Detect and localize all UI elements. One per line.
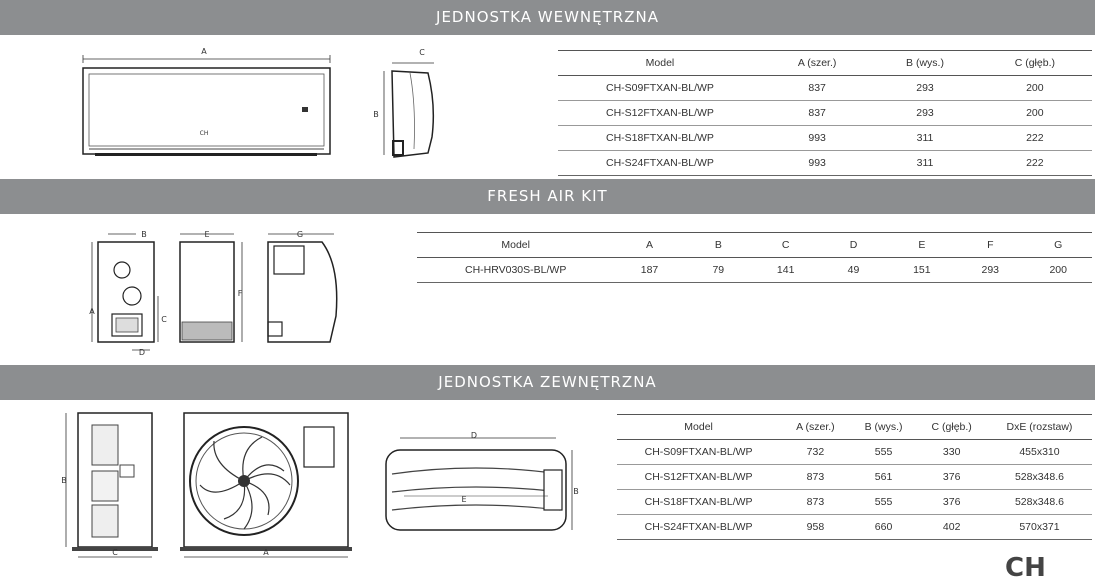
table-cell: 528x348.6 bbox=[987, 465, 1092, 490]
table-cell: 732 bbox=[780, 440, 851, 465]
table-cell: 993 bbox=[762, 126, 872, 151]
fresh-dim-g: G bbox=[296, 230, 304, 239]
fresh-dim-b: B bbox=[141, 230, 147, 239]
outdoor-side-dim-b: B bbox=[61, 476, 67, 485]
table-cell: 187 bbox=[614, 258, 684, 283]
table-cell: 293 bbox=[956, 258, 1024, 283]
table-cell: 79 bbox=[685, 258, 752, 283]
table-row bbox=[417, 258, 1092, 283]
table-row bbox=[558, 151, 1092, 176]
table-cell: 330 bbox=[916, 440, 987, 465]
table-cell: CH-S09FTXAN-BL/WP bbox=[617, 440, 780, 465]
table-row bbox=[617, 440, 1092, 465]
outdoor-dim-a: A bbox=[263, 548, 269, 557]
fresh-air-kit-front-drawing bbox=[88, 226, 168, 356]
indoor-spec-table bbox=[558, 50, 1092, 176]
outdoor-unit-side-drawing bbox=[58, 405, 168, 565]
table-cell: 200 bbox=[1024, 258, 1092, 283]
outdoor-spec-table bbox=[617, 414, 1092, 540]
table-cell: 222 bbox=[978, 151, 1092, 176]
table-cell: 376 bbox=[916, 490, 987, 515]
column-header: B bbox=[685, 233, 752, 258]
table-cell: 993 bbox=[762, 151, 872, 176]
fresh-dim-e: E bbox=[204, 230, 210, 239]
column-header: B (wys.) bbox=[872, 51, 977, 76]
column-header: D bbox=[819, 233, 887, 258]
indoor-unit-side-drawing bbox=[370, 45, 450, 165]
table-cell: 873 bbox=[780, 465, 851, 490]
outdoor-top-dim-b: B bbox=[573, 487, 579, 496]
table-cell: CH-S18FTXAN-BL/WP bbox=[558, 126, 762, 151]
table-cell: 293 bbox=[872, 76, 977, 101]
column-header: Model bbox=[417, 233, 614, 258]
table-cell: CH-S09FTXAN-BL/WP bbox=[558, 76, 762, 101]
table-cell: 200 bbox=[978, 101, 1092, 126]
table-cell: 555 bbox=[851, 490, 917, 515]
fresh-dim-c: C bbox=[161, 315, 167, 324]
column-header: A bbox=[614, 233, 684, 258]
table-cell: 311 bbox=[872, 151, 977, 176]
fresh-air-kit-side-drawing bbox=[170, 226, 250, 356]
table-cell: CH-S18FTXAN-BL/WP bbox=[617, 490, 780, 515]
brand-logo: CH bbox=[1005, 553, 1046, 583]
table-cell: 837 bbox=[762, 101, 872, 126]
table-cell: 455x310 bbox=[987, 440, 1092, 465]
table-cell: 293 bbox=[872, 101, 977, 126]
column-header: C (głęb.) bbox=[916, 415, 987, 440]
table-cell: 402 bbox=[916, 515, 987, 540]
fresh-dim-a: A bbox=[89, 307, 95, 316]
column-header: F bbox=[956, 233, 1024, 258]
column-header: Model bbox=[617, 415, 780, 440]
table-row bbox=[617, 490, 1092, 515]
table-cell: CH-S12FTXAN-BL/WP bbox=[617, 465, 780, 490]
column-header: A (szer.) bbox=[780, 415, 851, 440]
column-header: C (głęb.) bbox=[978, 51, 1092, 76]
fresh-air-spec-table bbox=[417, 232, 1092, 283]
fresh-dim-f: F bbox=[237, 289, 243, 298]
table-cell: CH-HRV030S-BL/WP bbox=[417, 258, 614, 283]
indoor-dim-a: A bbox=[201, 47, 207, 56]
table-cell: 837 bbox=[762, 76, 872, 101]
table-cell: 200 bbox=[978, 76, 1092, 101]
table-cell: CH-S12FTXAN-BL/WP bbox=[558, 101, 762, 126]
table-cell: 528x348.6 bbox=[987, 490, 1092, 515]
table-row bbox=[558, 101, 1092, 126]
table-row bbox=[617, 465, 1092, 490]
column-header: Model bbox=[558, 51, 762, 76]
table-cell: 222 bbox=[978, 126, 1092, 151]
indoor-dim-c: C bbox=[419, 48, 425, 57]
outdoor-unit-front-drawing bbox=[178, 405, 358, 565]
table-cell: 311 bbox=[872, 126, 977, 151]
table-row bbox=[558, 76, 1092, 101]
table-row bbox=[617, 515, 1092, 540]
indoor-unit-front-drawing bbox=[80, 45, 340, 165]
fresh-air-kit-top-drawing bbox=[260, 226, 360, 356]
table-cell: 660 bbox=[851, 515, 917, 540]
table-cell: 555 bbox=[851, 440, 917, 465]
table-row bbox=[558, 126, 1092, 151]
outdoor-unit-top-drawing bbox=[380, 430, 580, 550]
fresh-air-section-title: FRESH AIR KIT bbox=[0, 179, 1095, 214]
outdoor-dim-e: E bbox=[461, 495, 467, 504]
outdoor-dim-c: C bbox=[112, 548, 118, 557]
column-header: G bbox=[1024, 233, 1092, 258]
table-cell: 151 bbox=[888, 258, 956, 283]
indoor-section-title: JEDNOSTKA WEWNĘTRZNA bbox=[0, 0, 1095, 35]
table-cell: CH-S24FTXAN-BL/WP bbox=[558, 151, 762, 176]
column-header: A (szer.) bbox=[762, 51, 872, 76]
outdoor-section-title: JEDNOSTKA ZEWNĘTRZNA bbox=[0, 365, 1095, 400]
table-cell: 49 bbox=[819, 258, 887, 283]
indoor-dim-b: B bbox=[373, 110, 379, 119]
table-cell: 958 bbox=[780, 515, 851, 540]
table-cell: CH-S24FTXAN-BL/WP bbox=[617, 515, 780, 540]
indoor-logo: CH bbox=[199, 130, 209, 137]
table-cell: 873 bbox=[780, 490, 851, 515]
table-cell: 141 bbox=[752, 258, 819, 283]
column-header: B (wys.) bbox=[851, 415, 917, 440]
table-cell: 561 bbox=[851, 465, 917, 490]
table-cell: 376 bbox=[916, 465, 987, 490]
outdoor-dim-d: D bbox=[470, 431, 478, 440]
table-cell: 570x371 bbox=[987, 515, 1092, 540]
column-header: C bbox=[752, 233, 819, 258]
column-header: DxE (rozstaw) bbox=[987, 415, 1092, 440]
fresh-dim-d: D bbox=[138, 348, 146, 357]
column-header: E bbox=[888, 233, 956, 258]
